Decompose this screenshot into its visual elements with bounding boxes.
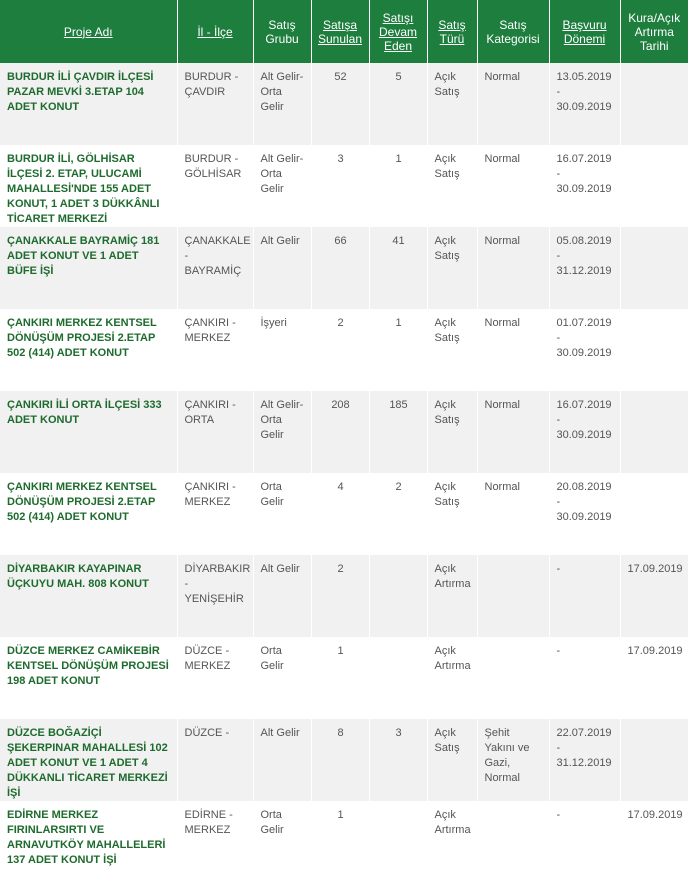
sale-category-cell bbox=[477, 801, 549, 883]
sale-category-cell: Normal bbox=[477, 145, 549, 227]
table-row bbox=[0, 309, 688, 391]
auction-date-cell: 17.09.2019 bbox=[620, 555, 688, 637]
table-row bbox=[0, 145, 688, 227]
location-cell: DÜZCE - MERKEZ bbox=[177, 637, 253, 719]
sale-category-cell: Normal bbox=[477, 473, 549, 555]
offered-count-cell: 52 bbox=[311, 63, 369, 145]
col-header-satis-kategorisi: Satış Kategorisi bbox=[477, 0, 549, 63]
application-period-cell: 16.07.2019 - 30.09.2019 bbox=[549, 145, 620, 227]
application-period-cell: 16.07.2019 - 30.09.2019 bbox=[549, 391, 620, 473]
col-header-basvuru-donemi[interactable]: Başvuru Dönemi bbox=[549, 0, 620, 63]
table-row bbox=[0, 637, 688, 719]
sales-group-cell: Alt Gelir bbox=[253, 227, 311, 309]
project-link[interactable]: ÇANKIRI MERKEZ KENTSEL DÖNÜŞÜM PROJESİ 2.ETAP 502 (414) ADET KONUT bbox=[7, 317, 157, 359]
table-row bbox=[0, 555, 688, 637]
auction-date-cell bbox=[620, 145, 688, 227]
sale-category-cell bbox=[477, 555, 549, 637]
offered-count-cell: 3 bbox=[311, 145, 369, 227]
table-row bbox=[0, 473, 688, 555]
sale-type-cell: Açık Satış bbox=[427, 719, 477, 801]
sale-type-cell: Açık Artırma bbox=[427, 555, 477, 637]
auction-date-cell: 17.09.2019 bbox=[620, 637, 688, 719]
project-link[interactable]: ÇANKIRI MERKEZ KENTSEL DÖNÜŞÜM PROJESİ 2.ETAP 502 (414) ADET KONUT bbox=[7, 481, 157, 523]
col-header-kura-tarihi: Kura/Açık Artırma Tarihi bbox=[620, 0, 688, 63]
ongoing-count-cell bbox=[369, 637, 427, 719]
sales-group-cell: Alt Gelir bbox=[253, 719, 311, 801]
ongoing-count-cell: 5 bbox=[369, 63, 427, 145]
auction-date-cell bbox=[620, 719, 688, 801]
sale-type-cell: Açık Satış bbox=[427, 145, 477, 227]
application-period-cell: 20.08.2019 - 30.09.2019 bbox=[549, 473, 620, 555]
project-link[interactable]: ÇANAKKALE BAYRAMİÇ 181 ADET KONUT VE 1 ADET BÜFE İŞİ bbox=[7, 235, 160, 277]
project-link[interactable]: EDİRNE MERKEZ FIRINLARSIRTI VE ARNAVUTKÖY MAHALLELERİ 137 ADET KONUT İŞİ bbox=[7, 809, 166, 866]
application-period-cell: - bbox=[549, 801, 620, 883]
sale-type-cell: Açık Artırma bbox=[427, 637, 477, 719]
location-cell: DİYARBAKIR - YENİŞEHİR bbox=[177, 555, 253, 637]
project-link[interactable]: BURDUR İLİ ÇAVDIR İLÇESİ PAZAR MEVKİ 3.ETAP 104 ADET KONUT bbox=[7, 71, 154, 113]
sale-category-cell: Normal bbox=[477, 391, 549, 473]
ongoing-count-cell bbox=[369, 801, 427, 883]
location-cell: ÇANKIRI - MERKEZ bbox=[177, 473, 253, 555]
location-cell: BURDUR - ÇAVDIR bbox=[177, 63, 253, 145]
location-cell: ÇANKIRI - ORTA bbox=[177, 391, 253, 473]
project-link[interactable]: DÜZCE BOĞAZİÇİ ŞEKERPINAR MAHALLESİ 102 ADET KONUT VE 1 ADET 4 DÜKKANLI TİCARET MERKEZİ İŞİ bbox=[7, 727, 168, 799]
project-link[interactable]: DİYARBAKIR KAYAPINAR ÜÇKUYU MAH. 808 KONUT bbox=[7, 563, 149, 590]
table-row bbox=[0, 719, 688, 801]
col-header-satis-grubu: Satış Grubu bbox=[253, 0, 311, 63]
project-name-cell[interactable] bbox=[0, 391, 177, 473]
offered-count-cell: 1 bbox=[311, 801, 369, 883]
sales-group-cell: Alt Gelir-Orta Gelir bbox=[253, 145, 311, 227]
ongoing-count-cell: 2 bbox=[369, 473, 427, 555]
sales-group-cell: Orta Gelir bbox=[253, 637, 311, 719]
project-name-cell[interactable] bbox=[0, 63, 177, 145]
col-header-il-ilce[interactable]: İl - İlçe bbox=[177, 0, 253, 63]
auction-date-cell bbox=[620, 391, 688, 473]
col-header-satisa-sunulan[interactable]: Satışa Sunulan bbox=[311, 0, 369, 63]
sale-category-cell: Normal bbox=[477, 227, 549, 309]
sales-group-cell: İşyeri bbox=[253, 309, 311, 391]
offered-count-cell: 1 bbox=[311, 637, 369, 719]
project-link[interactable]: DÜZCE MERKEZ CAMİKEBİR KENTSEL DÖNÜŞÜM PROJESİ 198 ADET KONUT bbox=[7, 645, 169, 687]
offered-count-cell: 8 bbox=[311, 719, 369, 801]
table-row bbox=[0, 391, 688, 473]
application-period-cell: - bbox=[549, 637, 620, 719]
sales-group-cell: Alt Gelir-Orta Gelir bbox=[253, 63, 311, 145]
project-link[interactable]: BURDUR İLİ, GÖLHİSAR İLÇESİ 2. ETAP, ULUCAMİ MAHALLESİ'NDE 155 ADET KONUT, 1 ADET 3 DÜKKÂNLI TİCARET MERKEZİ bbox=[7, 153, 160, 225]
sales-group-cell: Orta Gelir bbox=[253, 801, 311, 883]
project-name-cell[interactable] bbox=[0, 309, 177, 391]
ongoing-count-cell: 41 bbox=[369, 227, 427, 309]
location-cell: DÜZCE - bbox=[177, 719, 253, 801]
location-cell: BURDUR - GÖLHİSAR bbox=[177, 145, 253, 227]
sales-group-cell: Alt Gelir bbox=[253, 555, 311, 637]
application-period-cell: 13.05.2019 - 30.09.2019 bbox=[549, 63, 620, 145]
project-name-cell[interactable] bbox=[0, 719, 177, 801]
offered-count-cell: 66 bbox=[311, 227, 369, 309]
auction-date-cell bbox=[620, 63, 688, 145]
table-row bbox=[0, 801, 688, 883]
auction-date-cell bbox=[620, 227, 688, 309]
sale-type-cell: Açık Satış bbox=[427, 391, 477, 473]
table-row bbox=[0, 227, 688, 309]
offered-count-cell: 208 bbox=[311, 391, 369, 473]
ongoing-count-cell: 185 bbox=[369, 391, 427, 473]
location-cell: ÇANAKKALE - BAYRAMİÇ bbox=[177, 227, 253, 309]
col-header-satis-turu[interactable]: Satış Türü bbox=[427, 0, 477, 63]
sale-category-cell bbox=[477, 637, 549, 719]
application-period-cell: - bbox=[549, 555, 620, 637]
project-name-cell[interactable] bbox=[0, 555, 177, 637]
auction-date-cell bbox=[620, 309, 688, 391]
sale-type-cell: Açık Artırma bbox=[427, 801, 477, 883]
ongoing-count-cell: 1 bbox=[369, 309, 427, 391]
sale-type-cell: Açık Satış bbox=[427, 309, 477, 391]
col-header-satisi-devam-eden[interactable]: Satışı Devam Eden bbox=[369, 0, 427, 63]
sale-category-cell: Normal bbox=[477, 309, 549, 391]
offered-count-cell: 4 bbox=[311, 473, 369, 555]
table-row bbox=[0, 63, 688, 145]
sales-group-cell: Orta Gelir bbox=[253, 473, 311, 555]
project-name-cell[interactable] bbox=[0, 637, 177, 719]
location-cell: EDİRNE - MERKEZ bbox=[177, 801, 253, 883]
ongoing-count-cell bbox=[369, 555, 427, 637]
offered-count-cell: 2 bbox=[311, 555, 369, 637]
application-period-cell: 22.07.2019 - 31.12.2019 bbox=[549, 719, 620, 801]
ongoing-count-cell: 1 bbox=[369, 145, 427, 227]
auction-date-cell bbox=[620, 473, 688, 555]
sale-category-cell: Normal bbox=[477, 63, 549, 145]
application-period-cell: 05.08.2019 - 31.12.2019 bbox=[549, 227, 620, 309]
sale-type-cell: Açık Satış bbox=[427, 473, 477, 555]
auction-date-cell: 17.09.2019 bbox=[620, 801, 688, 883]
project-name-cell[interactable] bbox=[0, 227, 177, 309]
project-name-cell[interactable] bbox=[0, 145, 177, 227]
offered-count-cell: 2 bbox=[311, 309, 369, 391]
sale-type-cell: Açık Satış bbox=[427, 63, 477, 145]
header-row bbox=[0, 0, 688, 63]
sales-group-cell: Alt Gelir-Orta Gelir bbox=[253, 391, 311, 473]
col-header-proje-adi[interactable]: Proje Adı bbox=[0, 0, 177, 63]
ongoing-count-cell: 3 bbox=[369, 719, 427, 801]
application-period-cell: 01.07.2019 - 30.09.2019 bbox=[549, 309, 620, 391]
project-name-cell[interactable] bbox=[0, 473, 177, 555]
sale-type-cell: Açık Satış bbox=[427, 227, 477, 309]
location-cell: ÇANKIRI - MERKEZ bbox=[177, 309, 253, 391]
project-name-cell[interactable] bbox=[0, 801, 177, 883]
project-link[interactable]: ÇANKIRI İLİ ORTA İLÇESİ 333 ADET KONUT bbox=[7, 399, 162, 426]
sale-category-cell: Şehit Yakını ve Gazi, Normal bbox=[477, 719, 549, 801]
